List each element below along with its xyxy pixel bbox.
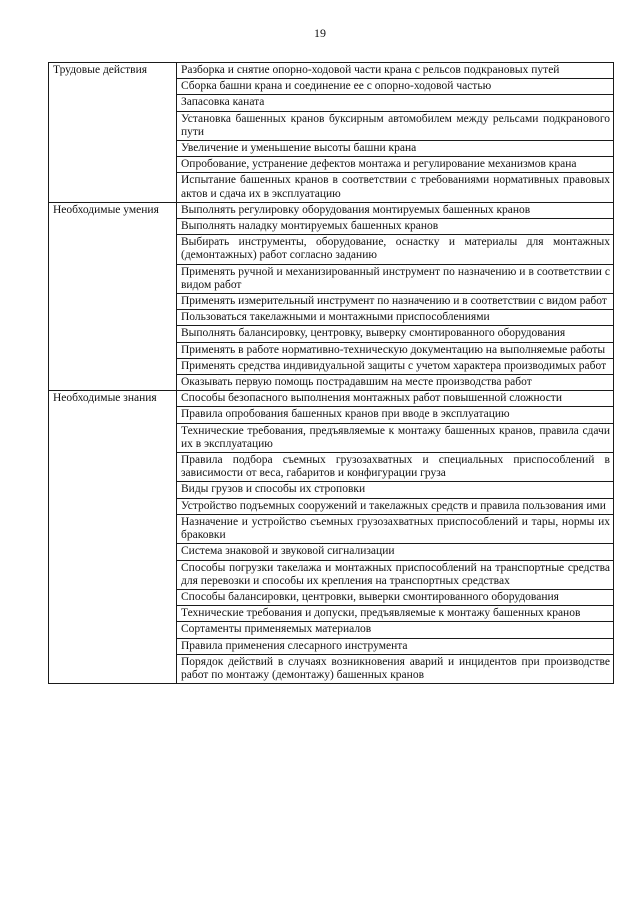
requirement-item: Правила применения слесарного инструмента xyxy=(177,638,614,654)
requirement-item: Способы безопасного выполнения монтажных работ повышенной сложности xyxy=(177,391,614,407)
requirement-item: Применять ручной и механизированный инструмент по назначению и в соответствии с видом работ xyxy=(177,264,614,293)
requirement-item: Сортаменты применяемых материалов xyxy=(177,622,614,638)
page-number: 19 xyxy=(314,26,326,40)
section-label: Необходимые знания xyxy=(49,391,177,684)
requirement-item: Запасовка каната xyxy=(177,95,614,111)
requirement-item: Применять измерительный инструмент по назначению и в соответствии с видом работ xyxy=(177,294,614,310)
section-label: Необходимые умения xyxy=(49,202,177,390)
requirement-item: Опробование, устранение дефектов монтажа и регулирование механизмов крана xyxy=(177,157,614,173)
table-row xyxy=(49,63,614,79)
requirement-item: Технические требования и допуски, предъявляемые к монтажу башенных кранов xyxy=(177,606,614,622)
requirement-item: Правила подбора съемных грузозахватных и специальных приспособлений в зависимости от веса, габаритов и конфигурации груза xyxy=(177,453,614,482)
competency-table xyxy=(48,62,614,684)
requirement-item: Назначение и устройство съемных грузозахватных приспособлений и тары, нормы их браковки xyxy=(177,514,614,543)
requirement-item: Способы балансировки, центровки, выверки смонтированного оборудования xyxy=(177,589,614,605)
section-label: Трудовые действия xyxy=(49,63,177,203)
requirement-item: Виды грузов и способы их строповки xyxy=(177,482,614,498)
requirement-item: Применять в работе нормативно-техническую документацию на выполняемые работы xyxy=(177,342,614,358)
requirement-item: Устройство подъемных сооружений и такелажных средств и правила пользования ими xyxy=(177,498,614,514)
table-row xyxy=(49,391,614,407)
requirement-item: Применять средства индивидуальной защиты с учетом характера производимых работ xyxy=(177,358,614,374)
requirement-item: Выполнять наладку монтируемых башенных кранов xyxy=(177,219,614,235)
requirement-item: Увеличение и уменьшение высоты башни крана xyxy=(177,141,614,157)
requirement-item: Способы погрузки такелажа и монтажных приспособлений на транспортные средства для перевозки и способы их крепления на транспортных средствах xyxy=(177,560,614,589)
requirement-item: Система знаковой и звуковой сигнализации xyxy=(177,544,614,560)
table-row xyxy=(49,202,614,218)
requirement-item: Сборка башни крана и соединение ее с опорно-ходовой частью xyxy=(177,79,614,95)
requirement-item: Выбирать инструменты, оборудование, оснастку и материалы для монтажных (демонтажных) работ согласно заданию xyxy=(177,235,614,264)
requirement-item: Испытание башенных кранов в соответствии с требованиями нормативных правовых актов и сдача их в эксплуатацию xyxy=(177,173,614,202)
competency-table-body xyxy=(49,63,614,684)
requirement-item: Оказывать первую помощь пострадавшим на месте производства работ xyxy=(177,375,614,391)
requirement-item: Разборка и снятие опорно-ходовой части крана с рельсов подкрановых путей xyxy=(177,63,614,79)
requirement-item: Правила опробования башенных кранов при вводе в эксплуатацию xyxy=(177,407,614,423)
requirement-item: Выполнять регулировку оборудования монтируемых башенных кранов xyxy=(177,202,614,218)
requirement-item: Пользоваться такелажными и монтажными приспособлениями xyxy=(177,310,614,326)
requirement-item: Технические требования, предъявляемые к монтажу башенных кранов, правила сдачи их в эксплуатацию xyxy=(177,423,614,452)
requirement-item: Порядок действий в случаях возникновения аварий и инцидентов при производстве работ по монтажу (демонтажу) башенных кранов xyxy=(177,654,614,683)
requirement-item: Установка башенных кранов буксирным автомобилем между рельсами подкранового пути xyxy=(177,111,614,140)
requirement-item: Выполнять балансировку, центровку, выверку смонтированного оборудования xyxy=(177,326,614,342)
